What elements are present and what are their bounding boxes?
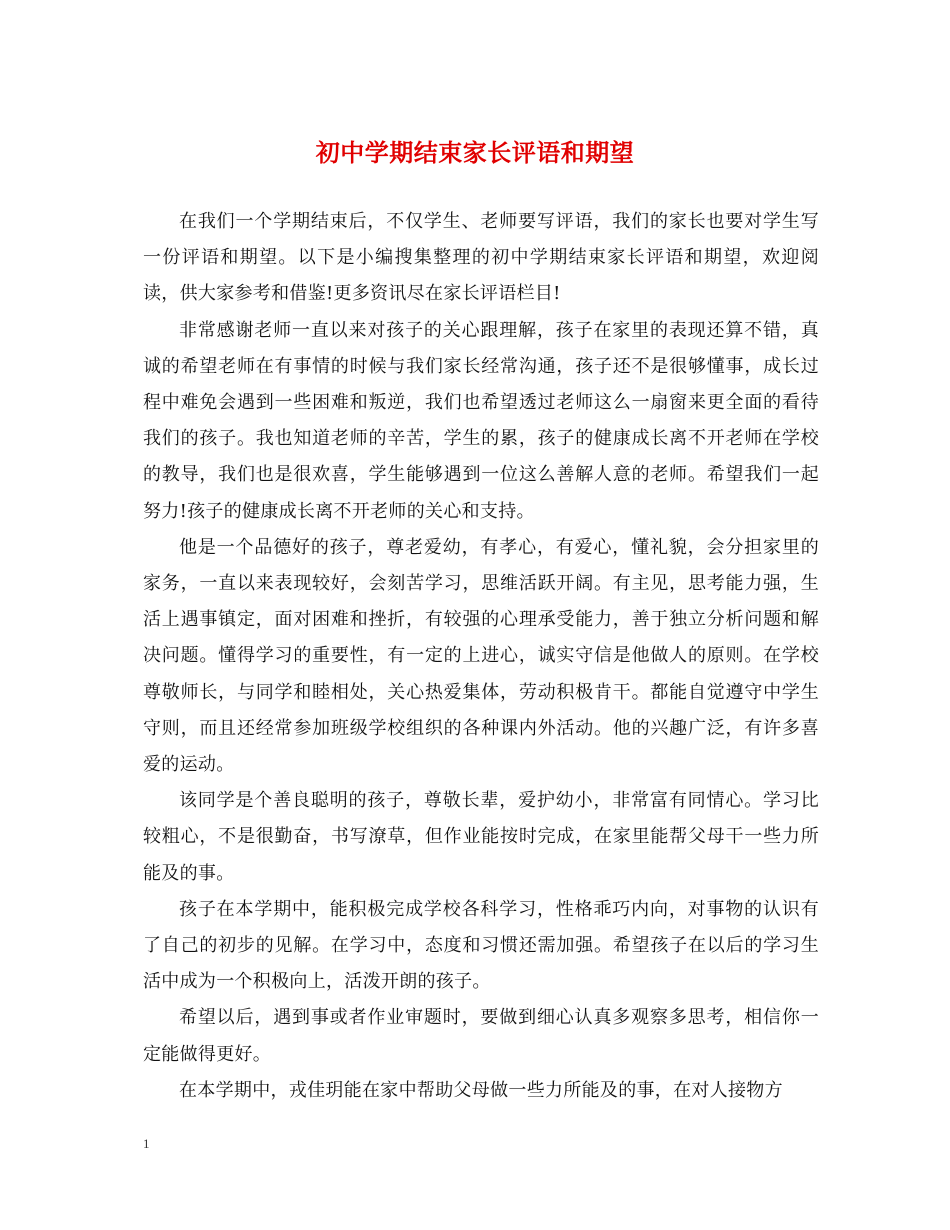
paragraph-comment-5: 希望以后，遇到事或者作业审题时，要做到细心认真多观察多思考，相信你一定能做得更好。 bbox=[143, 1007, 819, 1065]
paragraph-comment-1: 非常感谢老师一直以来对孩子的关心跟理解，孩子在家里的表现还算不错，真诚的希望老师在有事情的时候与我们家长经常沟通，孩子还不是很够懂事，成长过程中难免会遇到一些困难和叛逆，我们也希望透过老师这么一扇窗来更全面的看待我们的孩子。我也知道老师的辛苦，学生的累，孩子的健康成长离不开老师在学校的教导，我们也是很欢喜，学生能够遇到一位这么善解人意的老师。希望我们一起努力!孩子的健康成长离不开老师的关心和支持。 bbox=[143, 319, 819, 522]
paragraph-comment-3: 该同学是个善良聪明的孩子，尊敬长辈，爱护幼小，非常富有同情心。学习比较粗心，不是很勤奋，书写潦草，但作业能按时完成，在家里能帮父母干一些力所能及的事。 bbox=[143, 790, 819, 884]
paragraph-comment-6: 在本学期中，戎佳玥能在家中帮助父母做一些力所能及的事，在对人接物方 bbox=[179, 1079, 783, 1101]
document-title: 初中学期结束家长评语和期望 bbox=[315, 138, 635, 167]
paragraph-comment-2: 他是一个品德好的孩子，尊老爱幼，有孝心，有爱心，懂礼貌，会分担家里的家务，一直以来表现较好，会刻苦学习，思维活跃开阔。有主见，思考能力强，生活上遇事镇定，面对困难和挫折，有较强的心理承受能力，善于独立分析问题和解决问题。懂得学习的重要性，有一定的上进心，诚实守信是他做人的原则。在学校尊敬师长，与同学和睦相处，关心热爱集体，劳动积极肯干。都能自觉遵守中学生守则，而且还经常参加班级学校组织的各种课内外活动。他的兴趣广泛，有许多喜爱的运动。 bbox=[143, 536, 819, 776]
paragraph-intro: 在我们一个学期结束后，不仅学生、老师要写评语，我们的家长也要对学生写一份评语和期望。以下是小编搜集整理的初中学期结束家长评语和期望，欢迎阅读，供大家参考和借鉴!更多资讯尽在家长评语栏目! bbox=[143, 211, 819, 305]
page-number: 1 bbox=[143, 1136, 150, 1151]
paragraph-comment-4: 孩子在本学期中，能积极完成学校各科学习，性格乖巧内向，对事物的认识有了自己的初步的见解。在学习中，态度和习惯还需加强。希望孩子在以后的学习生活中成为一个积极向上，活泼开朗的孩子。 bbox=[143, 898, 819, 993]
document-body bbox=[143, 204, 819, 1109]
